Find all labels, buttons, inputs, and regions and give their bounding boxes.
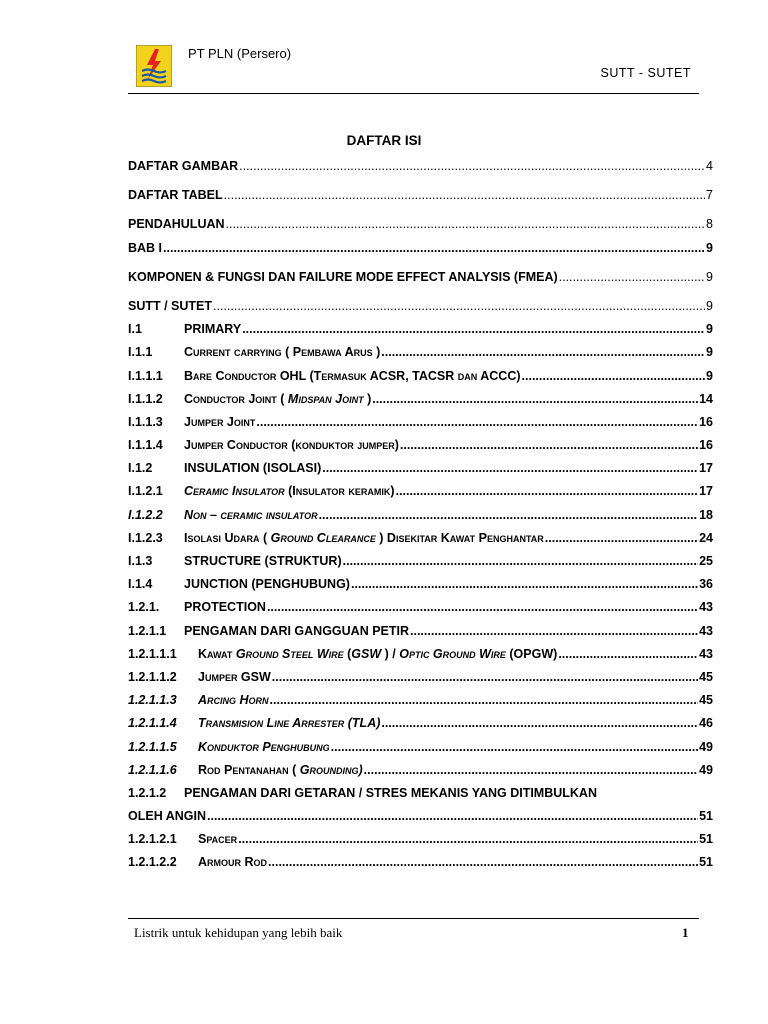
toc-entry-number: 1.2.1.1.3 [128,693,177,708]
toc-leader-dots [396,480,699,503]
toc-entry[interactable] [128,480,713,503]
toc-entry[interactable] [128,388,713,411]
toc-entry[interactable] [128,596,713,619]
toc-leader-dots [364,759,698,782]
toc-entry[interactable] [128,573,713,596]
toc-entry-page: 45 [699,693,713,708]
toc-leader-dots [400,434,698,457]
toc-entry[interactable] [128,184,713,207]
toc-entry-number: 1.2.1.2.1 [128,832,177,847]
toc-entry[interactable] [128,782,713,805]
toc-leader-dots [351,573,698,596]
toc-entry-number: I.1.1.2 [128,391,163,406]
toc-entry-number: I.1.2.1 [128,484,163,499]
toc-leader-dots [239,155,705,178]
toc-entry[interactable] [128,213,713,236]
toc-entry-label: Spacer [198,832,238,847]
toc-entry-label: DAFTAR GAMBAR [128,159,239,173]
toc-entry-label: Jumper Conductor (konduktor jumper) [184,438,399,453]
toc-entry-label: Non – ceramic insulator [184,507,318,522]
table-of-contents [128,155,713,875]
toc-entry-label: Conductor Joint ( Midspan Joint ) [184,391,372,406]
toc-entry-page: 43 [699,623,713,638]
toc-leader-dots [558,643,698,666]
toc-entry[interactable] [128,712,713,735]
toc-entry[interactable] [128,295,713,318]
toc-entry-number: I.1 [128,322,142,337]
toc-entry-label: PENGAMAN DARI GANGGUAN PETIR [184,623,410,638]
toc-entry-number: 1.2.1.1 [128,623,167,638]
toc-entry-page: 51 [699,855,713,870]
toc-entry[interactable] [128,805,713,828]
toc-entry[interactable] [128,689,713,712]
toc-leader-dots [256,411,698,434]
page-header [128,42,699,94]
toc-leader-dots [322,457,698,480]
toc-leader-dots [272,666,698,689]
toc-entry-label: Jumper Joint [184,414,256,429]
toc-entry-page: 43 [699,600,713,615]
toc-leader-dots [381,341,705,364]
document-code: SUTT - SUTET [600,66,691,80]
toc-entry[interactable] [128,155,713,178]
toc-entry-number: 1.2.1.1.5 [128,739,177,754]
toc-entry-label: Kawat Ground Steel Wire (GSW ) / Optic Ground Wire (OPGW) [198,646,558,661]
toc-entry-label: Isolasi Udara ( Ground Clearance ) Disekitar Kawat Penghantar [184,530,544,545]
footer-tagline: Listrik untuk kehidupan yang lebih baik [134,925,343,940]
toc-leader-dots [372,388,698,411]
toc-entry-label: DAFTAR TABEL [128,188,223,203]
toc-entry-page: 16 [699,414,713,429]
toc-entry[interactable] [128,411,713,434]
toc-entry[interactable] [128,666,713,689]
toc-entry-number: 1.2.1. [128,600,160,615]
toc-entry-number: 1.2.1.1.2 [128,669,177,684]
page-number: 1 [682,925,689,940]
toc-leader-dots [267,596,698,619]
toc-entry-label: OLEH ANGIN [128,809,207,824]
toc-entry[interactable] [128,266,713,289]
toc-entry-number: 1.2.1.1.1 [128,646,177,661]
toc-entry-page: 45 [699,669,713,684]
toc-entry[interactable] [128,457,713,480]
toc-entry-label: PROTECTION [184,600,266,615]
toc-entry-page: 24 [699,530,713,545]
toc-leader-dots [381,712,698,735]
toc-leader-dots [213,295,705,318]
toc-entry[interactable] [128,736,713,759]
toc-entry-page: 25 [699,554,713,568]
toc-entry-page: 51 [699,832,713,847]
toc-entry[interactable] [128,851,713,874]
toc-entry-page: 49 [699,739,713,754]
toc-leader-dots [238,828,698,851]
toc-entry-label: Armour Rod [198,855,268,870]
toc-leader-dots [410,620,698,643]
toc-entry[interactable] [128,434,713,457]
toc-title: DAFTAR ISI [346,133,422,148]
toc-entry-label: PENGAMAN DARI GETARAN / STRES MEKANIS YANG DITIMBULKAN [184,785,597,800]
toc-entry[interactable] [128,237,713,260]
toc-entry-number: 1.2.1.1.4 [128,716,177,731]
toc-entry-number: 1.2.1.2.2 [128,855,177,870]
toc-leader-dots [559,266,705,289]
toc-entry-label: Arcing Horn [198,693,269,708]
toc-entry-page: 9 [706,345,713,360]
toc-entry-number: I.1.2 [128,461,153,476]
toc-leader-dots [207,805,698,828]
toc-entry-label: Jumper GSW [198,669,271,684]
toc-entry-label: Transmision Line Arrester (TLA) [198,716,381,731]
toc-entry-label: Ceramic Insulator (Insulator keramik) [184,484,395,499]
toc-entry[interactable] [128,759,713,782]
toc-entry[interactable] [128,527,713,550]
header-divider [128,93,699,94]
toc-entry-number: I.1.2.2 [128,507,163,522]
toc-leader-dots [522,365,706,388]
toc-entry-label: KOMPONEN & FUNGSI DAN FAILURE MODE EFFECT ANALYSIS (FMEA) [128,269,558,284]
toc-entry-page: 17 [699,484,713,499]
toc-entry-number: 1.2.1.1.6 [128,762,177,777]
toc-entry-label: SUTT / SUTET [128,298,213,313]
toc-entry-label: BAB I [128,240,163,255]
toc-entry-number: I.1.1.4 [128,438,163,453]
toc-entry-number: I.1.1.1 [128,368,163,383]
toc-leader-dots [226,213,706,236]
toc-entry-page: 18 [699,507,713,522]
toc-entry-page: 9 [706,240,713,255]
toc-entry-label: INSULATION (ISOLASI) [184,461,322,476]
toc-entry[interactable] [128,365,713,388]
toc-leader-dots [242,318,705,341]
toc-entry-number: I.1.4 [128,577,153,592]
toc-entry[interactable] [128,341,713,364]
toc-entry-page: 9 [706,298,713,313]
toc-entry[interactable] [128,318,713,341]
toc-entry-label: JUNCTION (PENGHUBUNG) [184,577,350,592]
toc-entry[interactable] [128,504,713,527]
toc-entry-page: 9 [706,368,713,383]
toc-entry-number: I.1.3 [128,554,153,568]
toc-entry-page: 9 [706,322,713,337]
toc-entry-page: 51 [699,809,713,824]
toc-entry[interactable] [128,643,713,666]
toc-entry-page: 4 [706,159,713,173]
toc-entry-number: I.1.1.3 [128,414,163,429]
toc-entry-page: 9 [706,269,713,284]
toc-entry-page: 49 [699,762,713,777]
toc-leader-dots [343,550,698,573]
toc-entry-number: 1.2.1.2 [128,785,167,800]
footer-divider [128,918,699,919]
toc-leader-dots [331,736,698,759]
toc-entry-page: 36 [699,577,713,592]
toc-entry[interactable] [128,828,713,851]
toc-entry-number: I.1.2.3 [128,530,163,545]
toc-entry-label: Bare Conductor OHL (Termasuk ACSR, TACSR dan ACCC) [184,368,521,383]
toc-leader-dots [319,504,699,527]
toc-entry-page: 7 [706,188,713,203]
toc-entry-number: I.1.1 [128,345,153,360]
pln-logo [136,45,172,87]
toc-entry-page: 16 [699,438,713,453]
toc-entry-page: 8 [706,217,713,232]
toc-leader-dots [270,689,699,712]
company-name: PT PLN (Persero) [188,46,292,61]
toc-leader-dots [268,851,698,874]
toc-entry-label: PENDAHULUAN [128,217,225,232]
toc-entry[interactable] [128,620,713,643]
toc-entry-page: 17 [699,461,713,476]
toc-entry-label: Konduktor Penghubung [198,739,330,754]
toc-entry[interactable] [128,550,713,573]
toc-leader-dots [163,237,705,260]
toc-entry-label: Rod Pentanahan ( Grounding) [198,762,363,777]
toc-leader-dots [224,184,705,207]
toc-entry-page: 14 [699,391,713,406]
toc-entry-label: PRIMARY [184,322,242,337]
toc-entry-page: 43 [699,646,713,661]
toc-entry-page: 46 [699,716,713,731]
toc-leader-dots [545,527,698,550]
toc-entry-label: STRUCTURE (STRUKTUR) [184,554,342,568]
toc-entry-label: Current carrying ( Pembawa Arus ) [184,345,381,360]
